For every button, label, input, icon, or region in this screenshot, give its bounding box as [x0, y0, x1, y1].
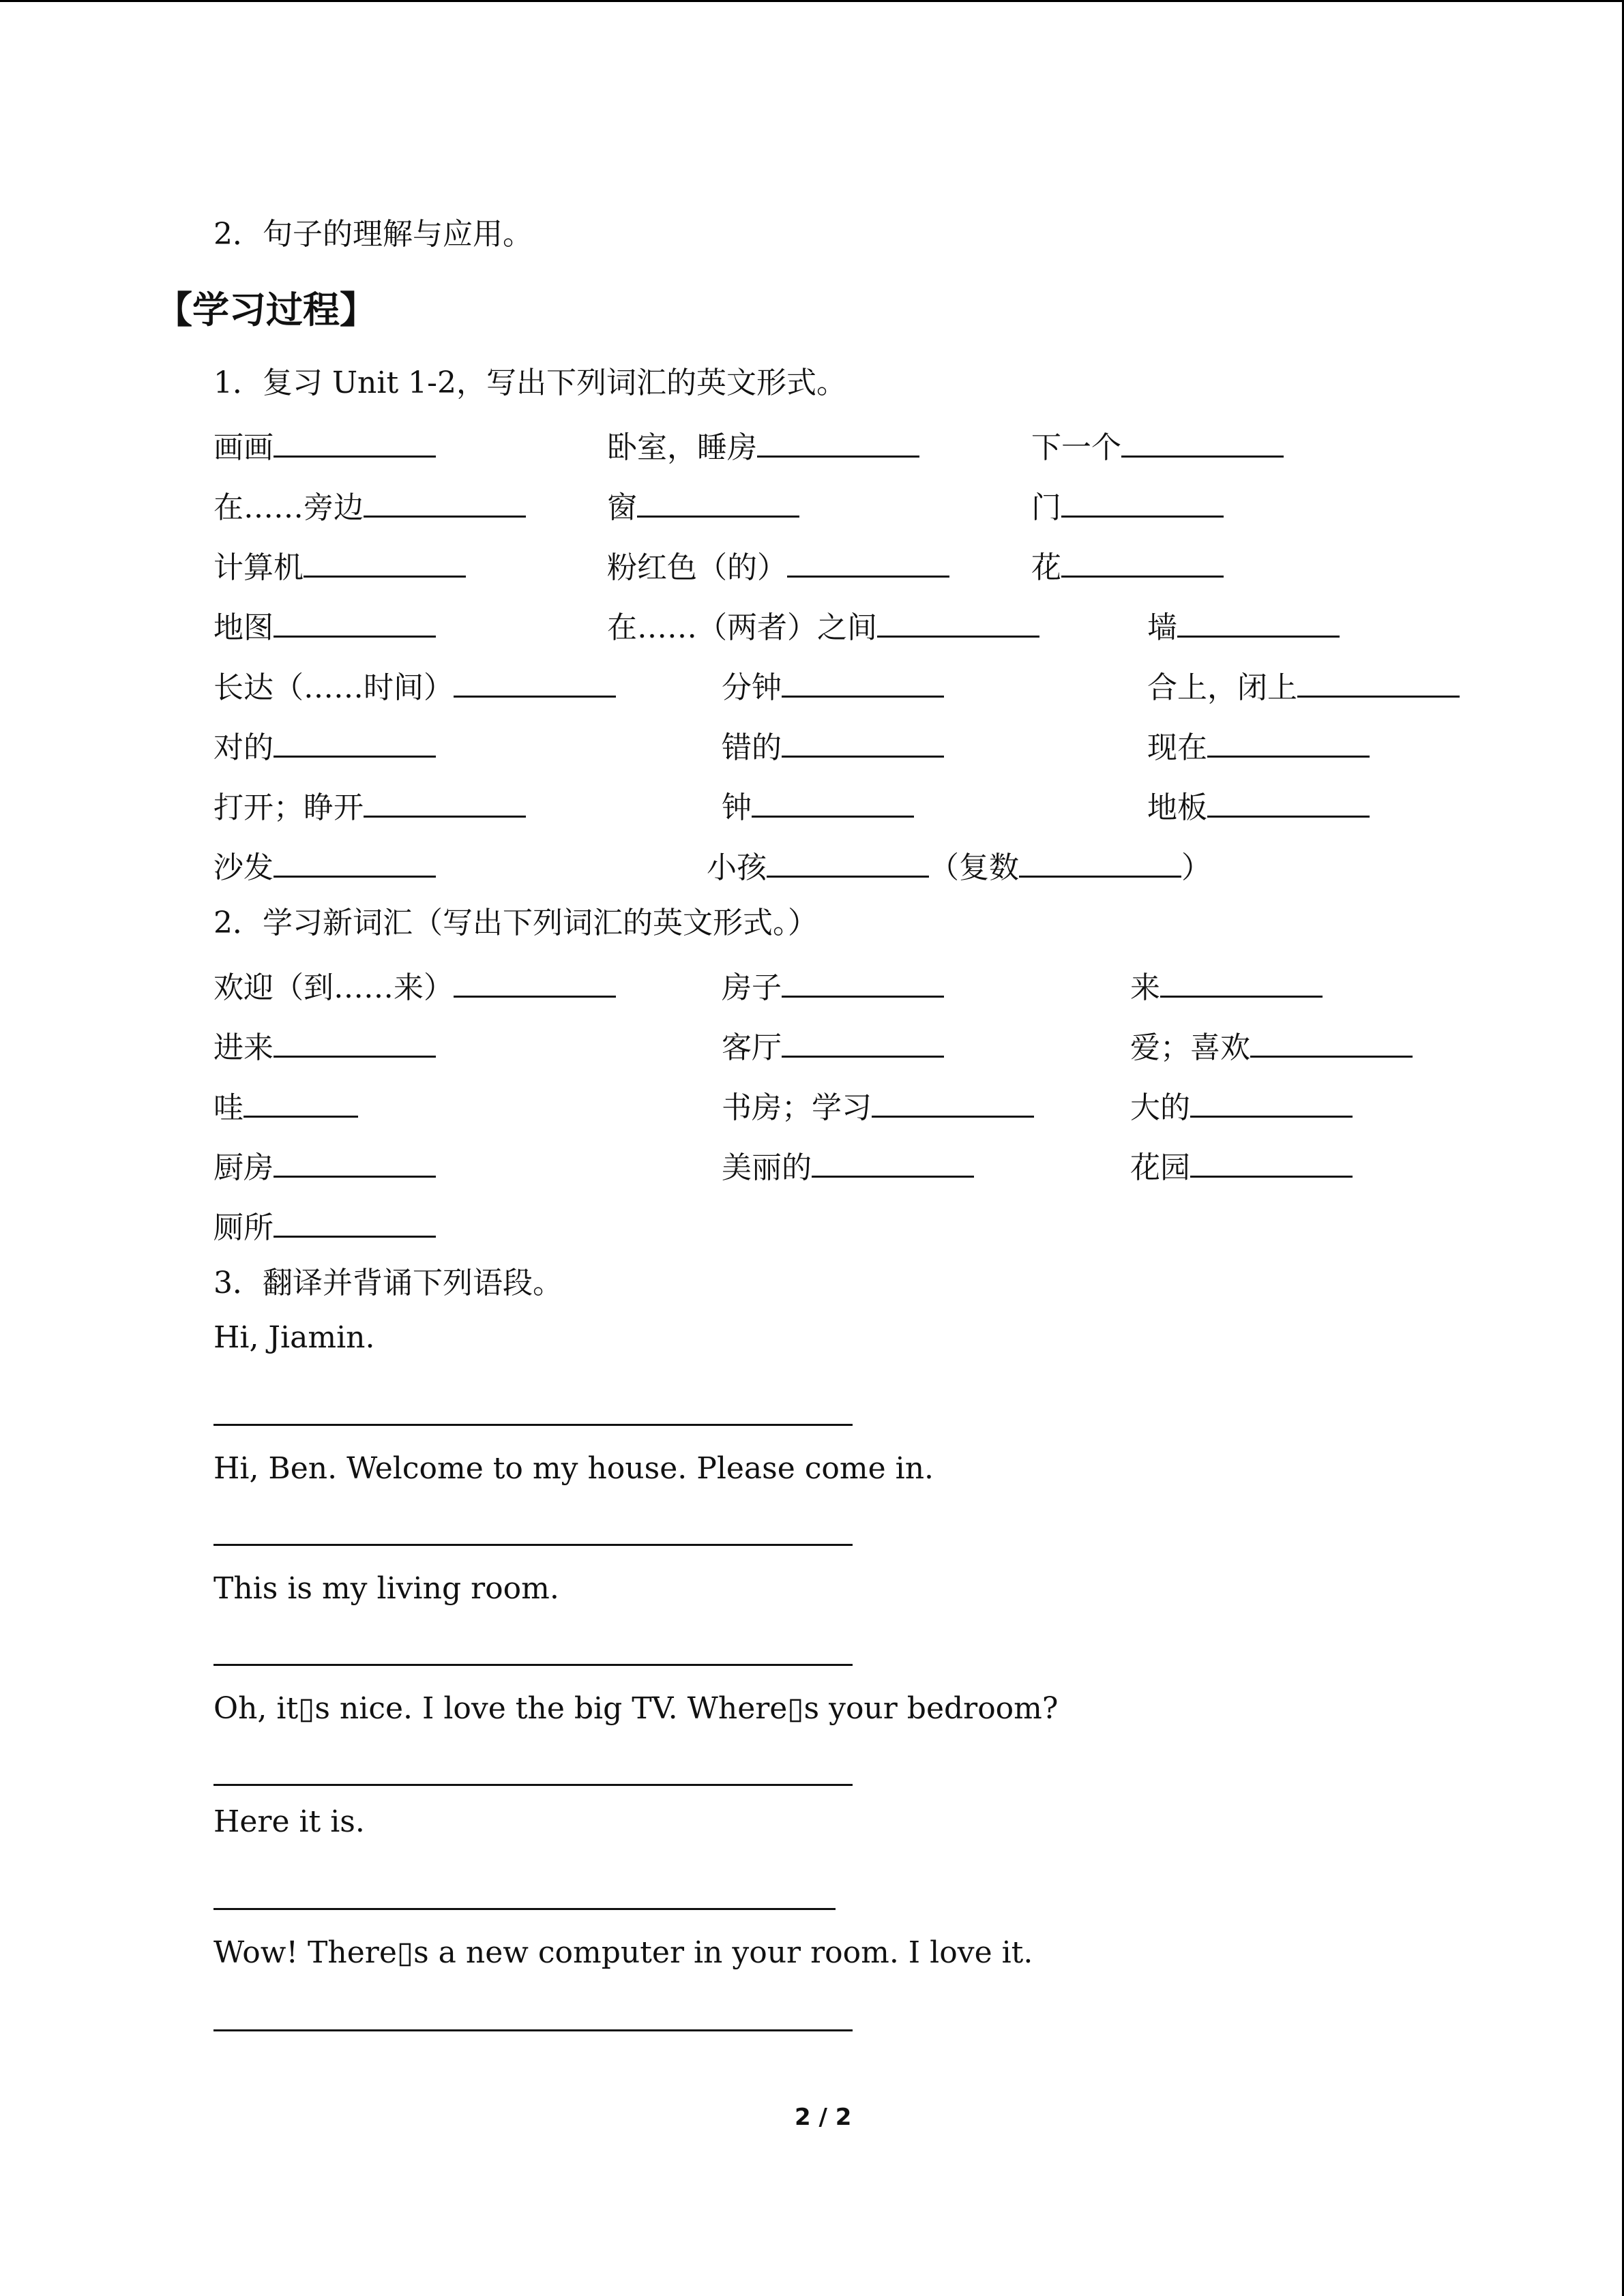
answer-blank[interactable]: [877, 608, 1039, 638]
answer-blank[interactable]: [1207, 728, 1370, 758]
word-label: 墙: [1147, 610, 1177, 645]
word-label: 画画: [213, 430, 274, 465]
word-label: 房子: [722, 970, 782, 1005]
part1-word-item: [213, 608, 436, 643]
part2-word-item: [1130, 1088, 1353, 1123]
word-label: 合上，闭上: [1147, 670, 1297, 705]
part2-word-item: [722, 1028, 944, 1063]
part2-title: 2．学习新词汇（写出下列词汇的英文形式。）: [213, 906, 818, 940]
answer-blank[interactable]: [757, 428, 919, 458]
word-label: 大的: [1130, 1090, 1190, 1125]
part1-word-item: [722, 728, 944, 763]
answer-blank[interactable]: [782, 968, 944, 998]
word-label: 错的: [722, 730, 782, 765]
answer-blank[interactable]: [637, 488, 799, 518]
sentence: Wow! There▯s a new computer in your room. I love it.: [213, 1935, 1033, 1970]
answer-blank[interactable]: [1250, 1028, 1413, 1058]
answer-blank[interactable]: [274, 1028, 436, 1058]
word-label: 粉红色（的）: [607, 550, 787, 585]
word-label: 小孩: [707, 850, 767, 885]
part1-word-item: [213, 788, 526, 823]
part2-word-item: [1130, 1028, 1413, 1063]
part2-word-item: [213, 968, 616, 1003]
part1-word-item: [1031, 488, 1224, 523]
word-label: 厕所: [213, 1210, 274, 1245]
answer-blank[interactable]: [812, 1148, 974, 1178]
answer-blank[interactable]: [782, 728, 944, 758]
answer-blank[interactable]: [274, 728, 436, 758]
sentence: Here it is.: [213, 1804, 365, 1839]
word-label: 爱；喜欢: [1130, 1030, 1250, 1065]
word-label: 地板: [1147, 790, 1207, 825]
part2-word-item: [722, 1148, 974, 1183]
word-label: 分钟: [722, 670, 782, 705]
answer-blank-plural[interactable]: [1019, 848, 1181, 878]
plural-label: （复数: [929, 850, 1019, 885]
word-label: 计算机: [213, 550, 304, 585]
answer-blank[interactable]: [1061, 548, 1224, 578]
word-label: 现在: [1147, 730, 1207, 765]
part1-word-item: [213, 488, 526, 523]
part1-word-item: [1031, 548, 1224, 583]
word-label: 书房；学习: [722, 1090, 872, 1125]
answer-blank[interactable]: [304, 548, 466, 578]
answer-blank[interactable]: [1190, 1088, 1353, 1118]
answer-blank[interactable]: [1121, 428, 1284, 458]
sentence: Hi, Jiamin.: [213, 1320, 375, 1355]
translation-line[interactable]: [213, 2029, 853, 2031]
sentence: Oh, it▯s nice. I love the big TV. Where▯s your bedroom?: [213, 1691, 1059, 1726]
intro-item: 2．句子的理解与应用。: [213, 217, 533, 252]
answer-blank[interactable]: [274, 428, 436, 458]
part1-word-item: [1031, 428, 1284, 463]
word-label: 在……（两者）之间: [607, 610, 877, 645]
part1-word-item: [213, 428, 436, 463]
part1-word-item: [607, 428, 919, 463]
answer-blank[interactable]: [872, 1088, 1034, 1118]
word-label: 美丽的: [722, 1150, 812, 1185]
sentence: This is my living room.: [213, 1571, 559, 1606]
word-label: 花园: [1130, 1150, 1190, 1185]
part1-word-item: [722, 668, 944, 703]
word-label: 厨房: [213, 1150, 274, 1185]
translation-line[interactable]: [213, 1664, 853, 1666]
word-label: 下一个: [1031, 430, 1121, 465]
part1-word-item: [213, 668, 616, 703]
answer-blank[interactable]: [1160, 968, 1323, 998]
answer-blank[interactable]: [454, 668, 616, 698]
word-label: 进来: [213, 1030, 274, 1065]
answer-blank[interactable]: [767, 848, 929, 878]
answer-blank[interactable]: [1061, 488, 1224, 518]
answer-blank[interactable]: [752, 788, 914, 818]
word-label: 在……旁边: [213, 490, 364, 525]
part2-word-item: [213, 1028, 436, 1063]
answer-blank[interactable]: [274, 1148, 436, 1178]
word-label: 打开；睁开: [213, 790, 364, 825]
page-number: 2 / 2: [795, 2104, 852, 2131]
part1-word-item: [213, 728, 436, 763]
word-label: 长达（……时间）: [213, 670, 454, 705]
translation-line[interactable]: [213, 1424, 853, 1426]
part2-word-item: [1130, 968, 1323, 1003]
part1-word-item: [213, 848, 436, 883]
sentence: Hi, Ben. Welcome to my house. Please come in.: [213, 1451, 934, 1486]
word-label: 门: [1031, 490, 1061, 525]
answer-blank[interactable]: [782, 668, 944, 698]
part1-word-item: [607, 608, 1039, 643]
word-label: 对的: [213, 730, 274, 765]
answer-blank[interactable]: [787, 548, 949, 578]
word-label: 客厅: [722, 1030, 782, 1065]
part1-word-item: [707, 848, 1211, 883]
section-heading: 【学习过程】: [156, 288, 377, 331]
part1-word-item: [1147, 608, 1340, 643]
answer-blank[interactable]: [274, 608, 436, 638]
part2-word-item: [722, 968, 944, 1003]
part3-title: 3．翻译并背诵下列语段。: [213, 1266, 563, 1300]
answer-blank[interactable]: [274, 848, 436, 878]
answer-blank[interactable]: [454, 968, 616, 998]
answer-blank[interactable]: [1190, 1148, 1353, 1178]
word-label: 钟: [722, 790, 752, 825]
word-label: 哇: [213, 1090, 243, 1125]
translation-line[interactable]: [213, 1784, 853, 1786]
part1-title: 1．复习 Unit 1-2，写出下列词汇的英文形式。: [213, 366, 846, 400]
part1-word-item: [1147, 668, 1460, 703]
answer-blank[interactable]: [364, 788, 526, 818]
part1-word-item: [607, 548, 949, 583]
part2-word-item: [213, 1208, 436, 1243]
word-label: 花: [1031, 550, 1061, 585]
word-label: 沙发: [213, 850, 274, 885]
answer-blank[interactable]: [782, 1028, 944, 1058]
word-label: 欢迎（到……来）: [213, 970, 454, 1005]
part1-word-item: [1147, 788, 1370, 823]
answer-blank[interactable]: [1177, 608, 1340, 638]
answer-blank[interactable]: [274, 1208, 436, 1238]
answer-blank[interactable]: [364, 488, 526, 518]
part2-word-item: [213, 1148, 436, 1183]
answer-blank[interactable]: [243, 1088, 358, 1118]
answer-blank[interactable]: [1207, 788, 1370, 818]
part1-word-item: [1147, 728, 1370, 763]
answer-blank[interactable]: [1297, 668, 1460, 698]
word-label: 卧室，睡房: [607, 430, 757, 465]
part1-word-item: [607, 488, 799, 523]
word-label: 地图: [213, 610, 274, 645]
translation-line[interactable]: [213, 1908, 836, 1910]
part1-word-item: [213, 548, 466, 583]
plural-close: ）: [1181, 850, 1211, 885]
part2-word-item: [722, 1088, 1034, 1123]
word-label: 来: [1130, 970, 1160, 1005]
part2-word-item: [1130, 1148, 1353, 1183]
part2-word-item: [213, 1088, 358, 1123]
translation-line[interactable]: [213, 1544, 853, 1546]
word-label: 窗: [607, 490, 637, 525]
part1-word-item: [722, 788, 914, 823]
